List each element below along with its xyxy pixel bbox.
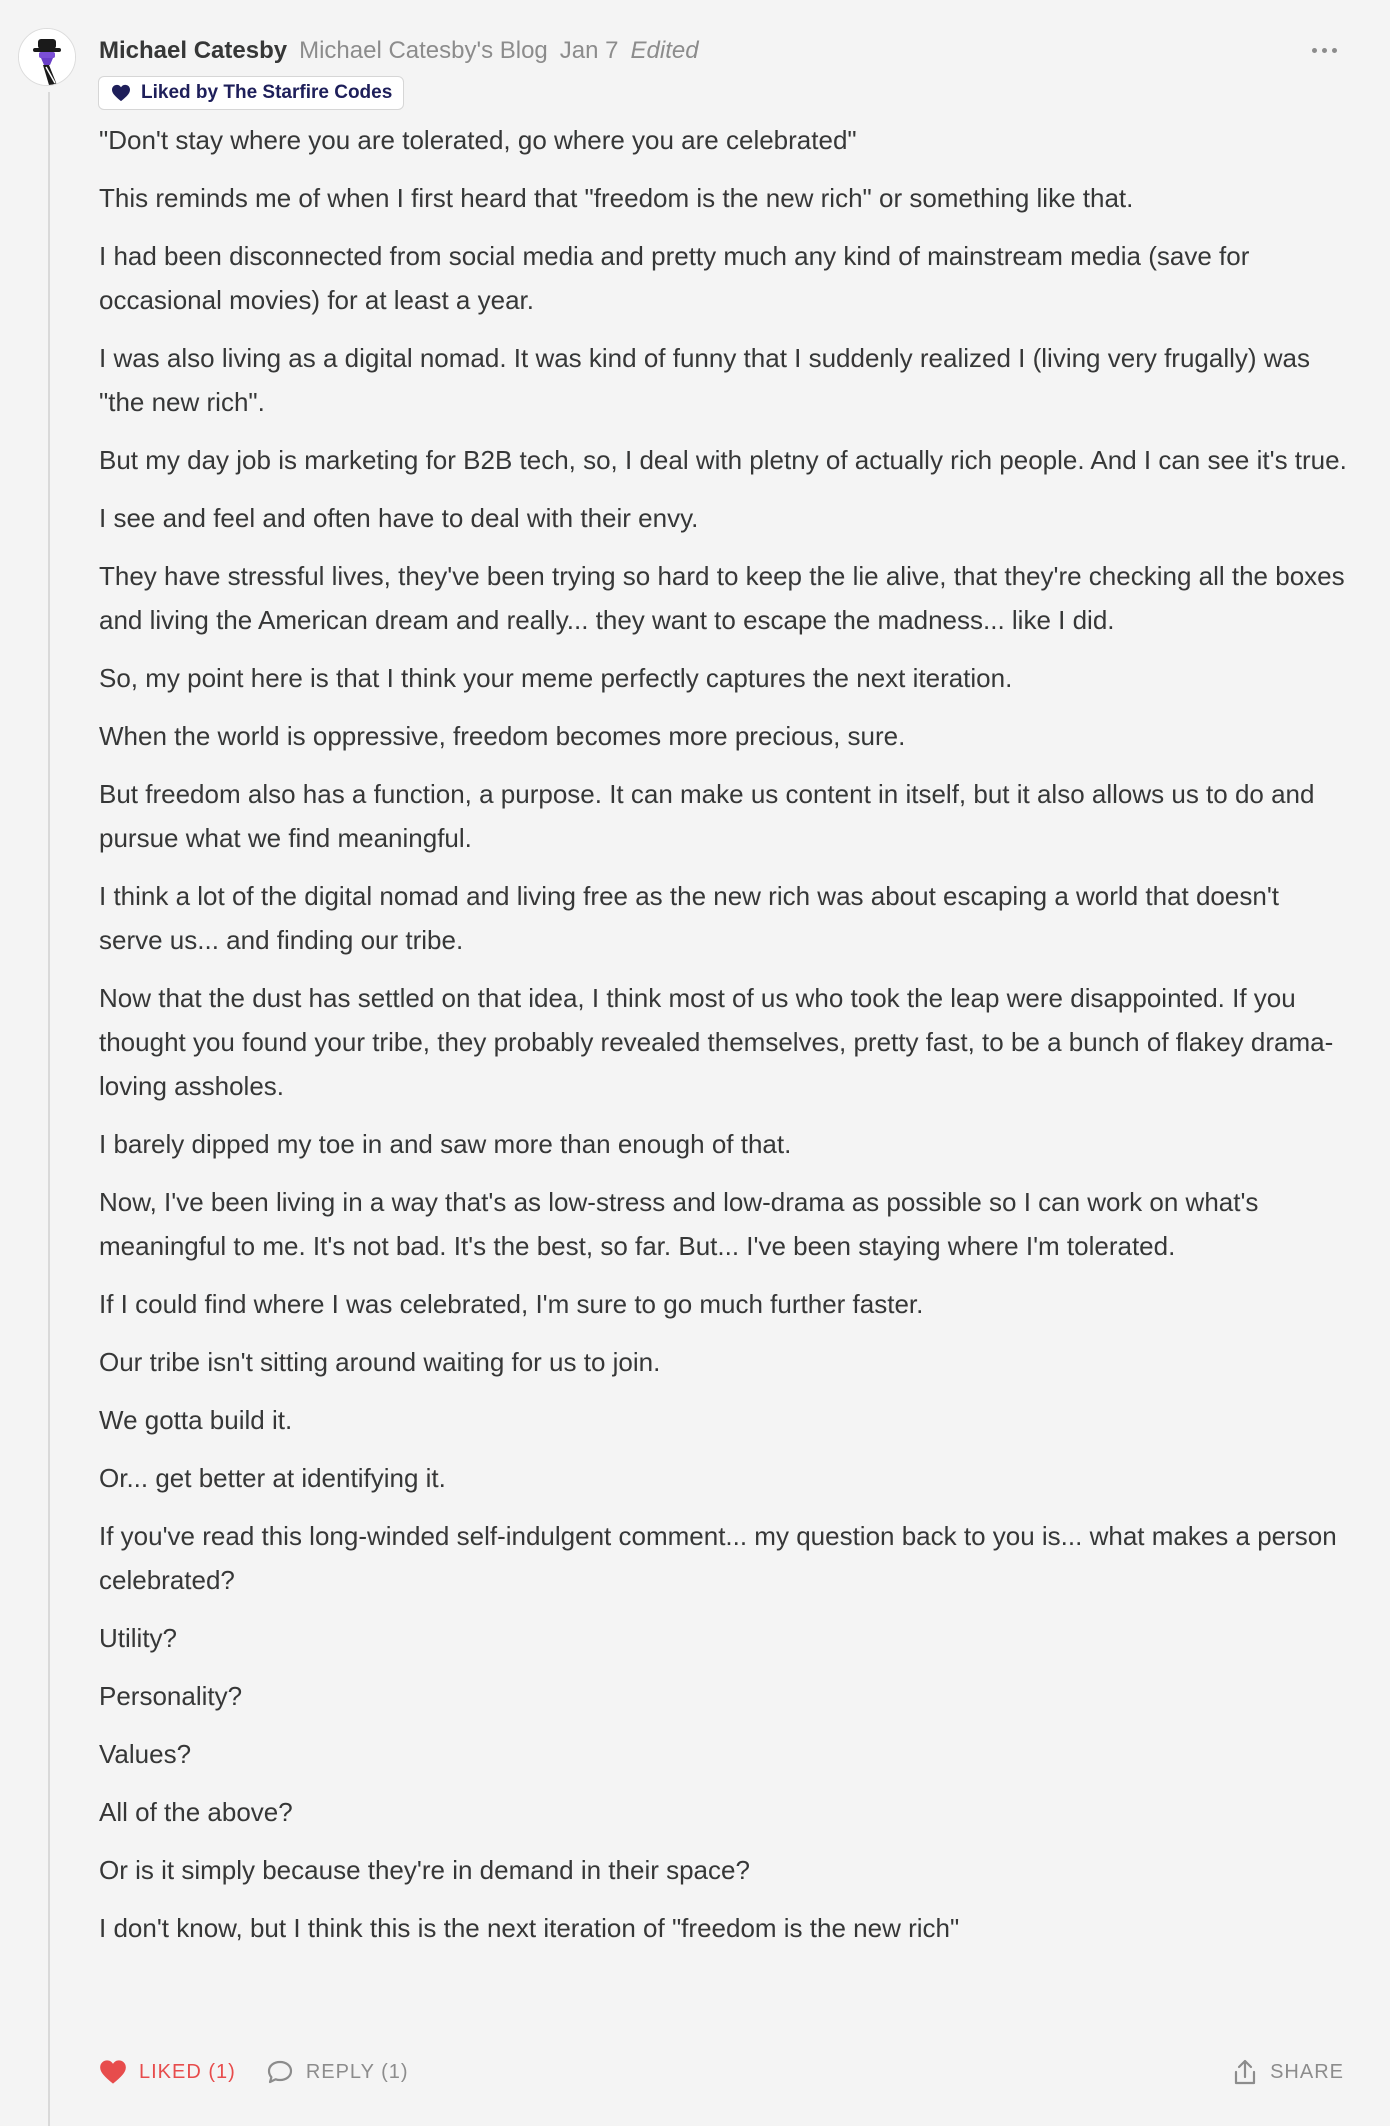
like-button[interactable] [99,2059,236,2085]
comment-paragraph: I was also living as a digital nomad. It was kind of funny that I suddenly realized I (living very frugally) was "the new rich". [99,343,1311,417]
like-label: LIKED (1) [139,2060,236,2083]
comment-paragraph: If I could find where I was celebrated, I'm sure to go much further faster. [99,1289,924,1319]
hat-figure-avatar-icon [19,29,76,86]
author-avatar[interactable] [18,28,76,86]
comment-paragraph: So, my point here is that I think your meme perfectly captures the next iteration. [99,663,1013,693]
comment-paragraph: Values? [99,1739,192,1769]
comment-paragraph: They have stressful lives, they've been trying so hard to keep the lie alive, that they're checking all the boxes and living the American dream and really... they want to escape the madness... like I did. [99,561,1345,635]
comment-paragraph: I don't know, but I think this is the next iteration of "freedom is the new rich" [99,1913,960,1943]
comment-actions [99,2054,1344,2090]
comment-paragraph: I barely dipped my toe in and saw more than enough of that. [99,1129,792,1159]
comment-paragraph: Now that the dust has settled on that idea, I think most of us who took the leap were disappointed. If you thought you found your tribe, they probably revealed themselves, pretty fast, to be a bunch of flakey drama-loving assholes. [99,983,1334,1101]
liked-by-badge [98,76,404,110]
edited-label: Edited [630,37,699,64]
comment-paragraph: But my day job is marketing for B2B tech, so, I deal with pletny of actually rich people. And I can see it's true. [99,445,1347,475]
comment-body [99,118,1349,1964]
blog-name[interactable]: Michael Catesby's Blog [299,37,548,64]
more-dots-icon [1312,48,1317,53]
comment-paragraph: All of the above? [99,1797,293,1827]
comment-paragraph: This reminds me of when I first heard that "freedom is the new rich" or something like that. [99,183,1134,213]
comment-date[interactable]: Jan 7 [559,37,619,64]
comment-paragraph: When the world is oppressive, freedom becomes more precious, sure. [99,721,906,751]
share-label: SHARE [1270,2060,1344,2083]
comment-paragraph: If you've read this long-winded self-indulgent comment... my question back to you is... what makes a person celebrated? [99,1521,1337,1595]
comment-paragraph: Utility? [99,1623,178,1653]
comment-paragraph: Our tribe isn't sitting around waiting for us to join. [99,1347,661,1377]
liked-by-label: Liked by The Starfire Codes [141,82,393,103]
comment-paragraph: Now, I've been living in a way that's as low-stress and low-drama as possible so I can work on what's meaningful to me. It's not bad. It's the best, so far. But... I've been staying where I'm tolerated. [99,1187,1259,1261]
comment-paragraph: "Don't stay where you are tolerated, go where you are celebrated" [99,125,857,155]
comment-header [99,34,699,68]
comment-paragraph: Or is it simply because they're in demand in their space? [99,1855,750,1885]
share-upload-icon [1232,2058,1258,2086]
share-button[interactable] [1232,2058,1344,2086]
comment-paragraph: Personality? [99,1681,243,1711]
comment-paragraph: Or... get better at identifying it. [99,1463,446,1493]
reply-button[interactable] [266,2059,409,2085]
comment-paragraph: We gotta build it. [99,1405,293,1435]
comment-paragraph: I see and feel and often have to deal with their envy. [99,503,699,533]
speech-bubble-icon [266,2059,294,2085]
comment-paragraph: I had been disconnected from social media and pretty much any kind of mainstream media (save for occasional movies) for at least a year. [99,241,1250,315]
heart-icon [99,2059,127,2085]
author-name[interactable]: Michael Catesby [99,37,288,64]
heart-icon [111,84,131,102]
reply-label: REPLY (1) [305,2060,409,2083]
comment-paragraph: But freedom also has a function, a purpose. It can make us content in itself, but it also allows us to do and pursue what we find meaningful. [99,779,1315,853]
more-options-button[interactable] [1304,36,1344,64]
thread-line [48,92,50,2126]
comment-paragraph: I think a lot of the digital nomad and living free as the new rich was about escaping a world that doesn't serve us... and finding our tribe. [99,881,1280,955]
